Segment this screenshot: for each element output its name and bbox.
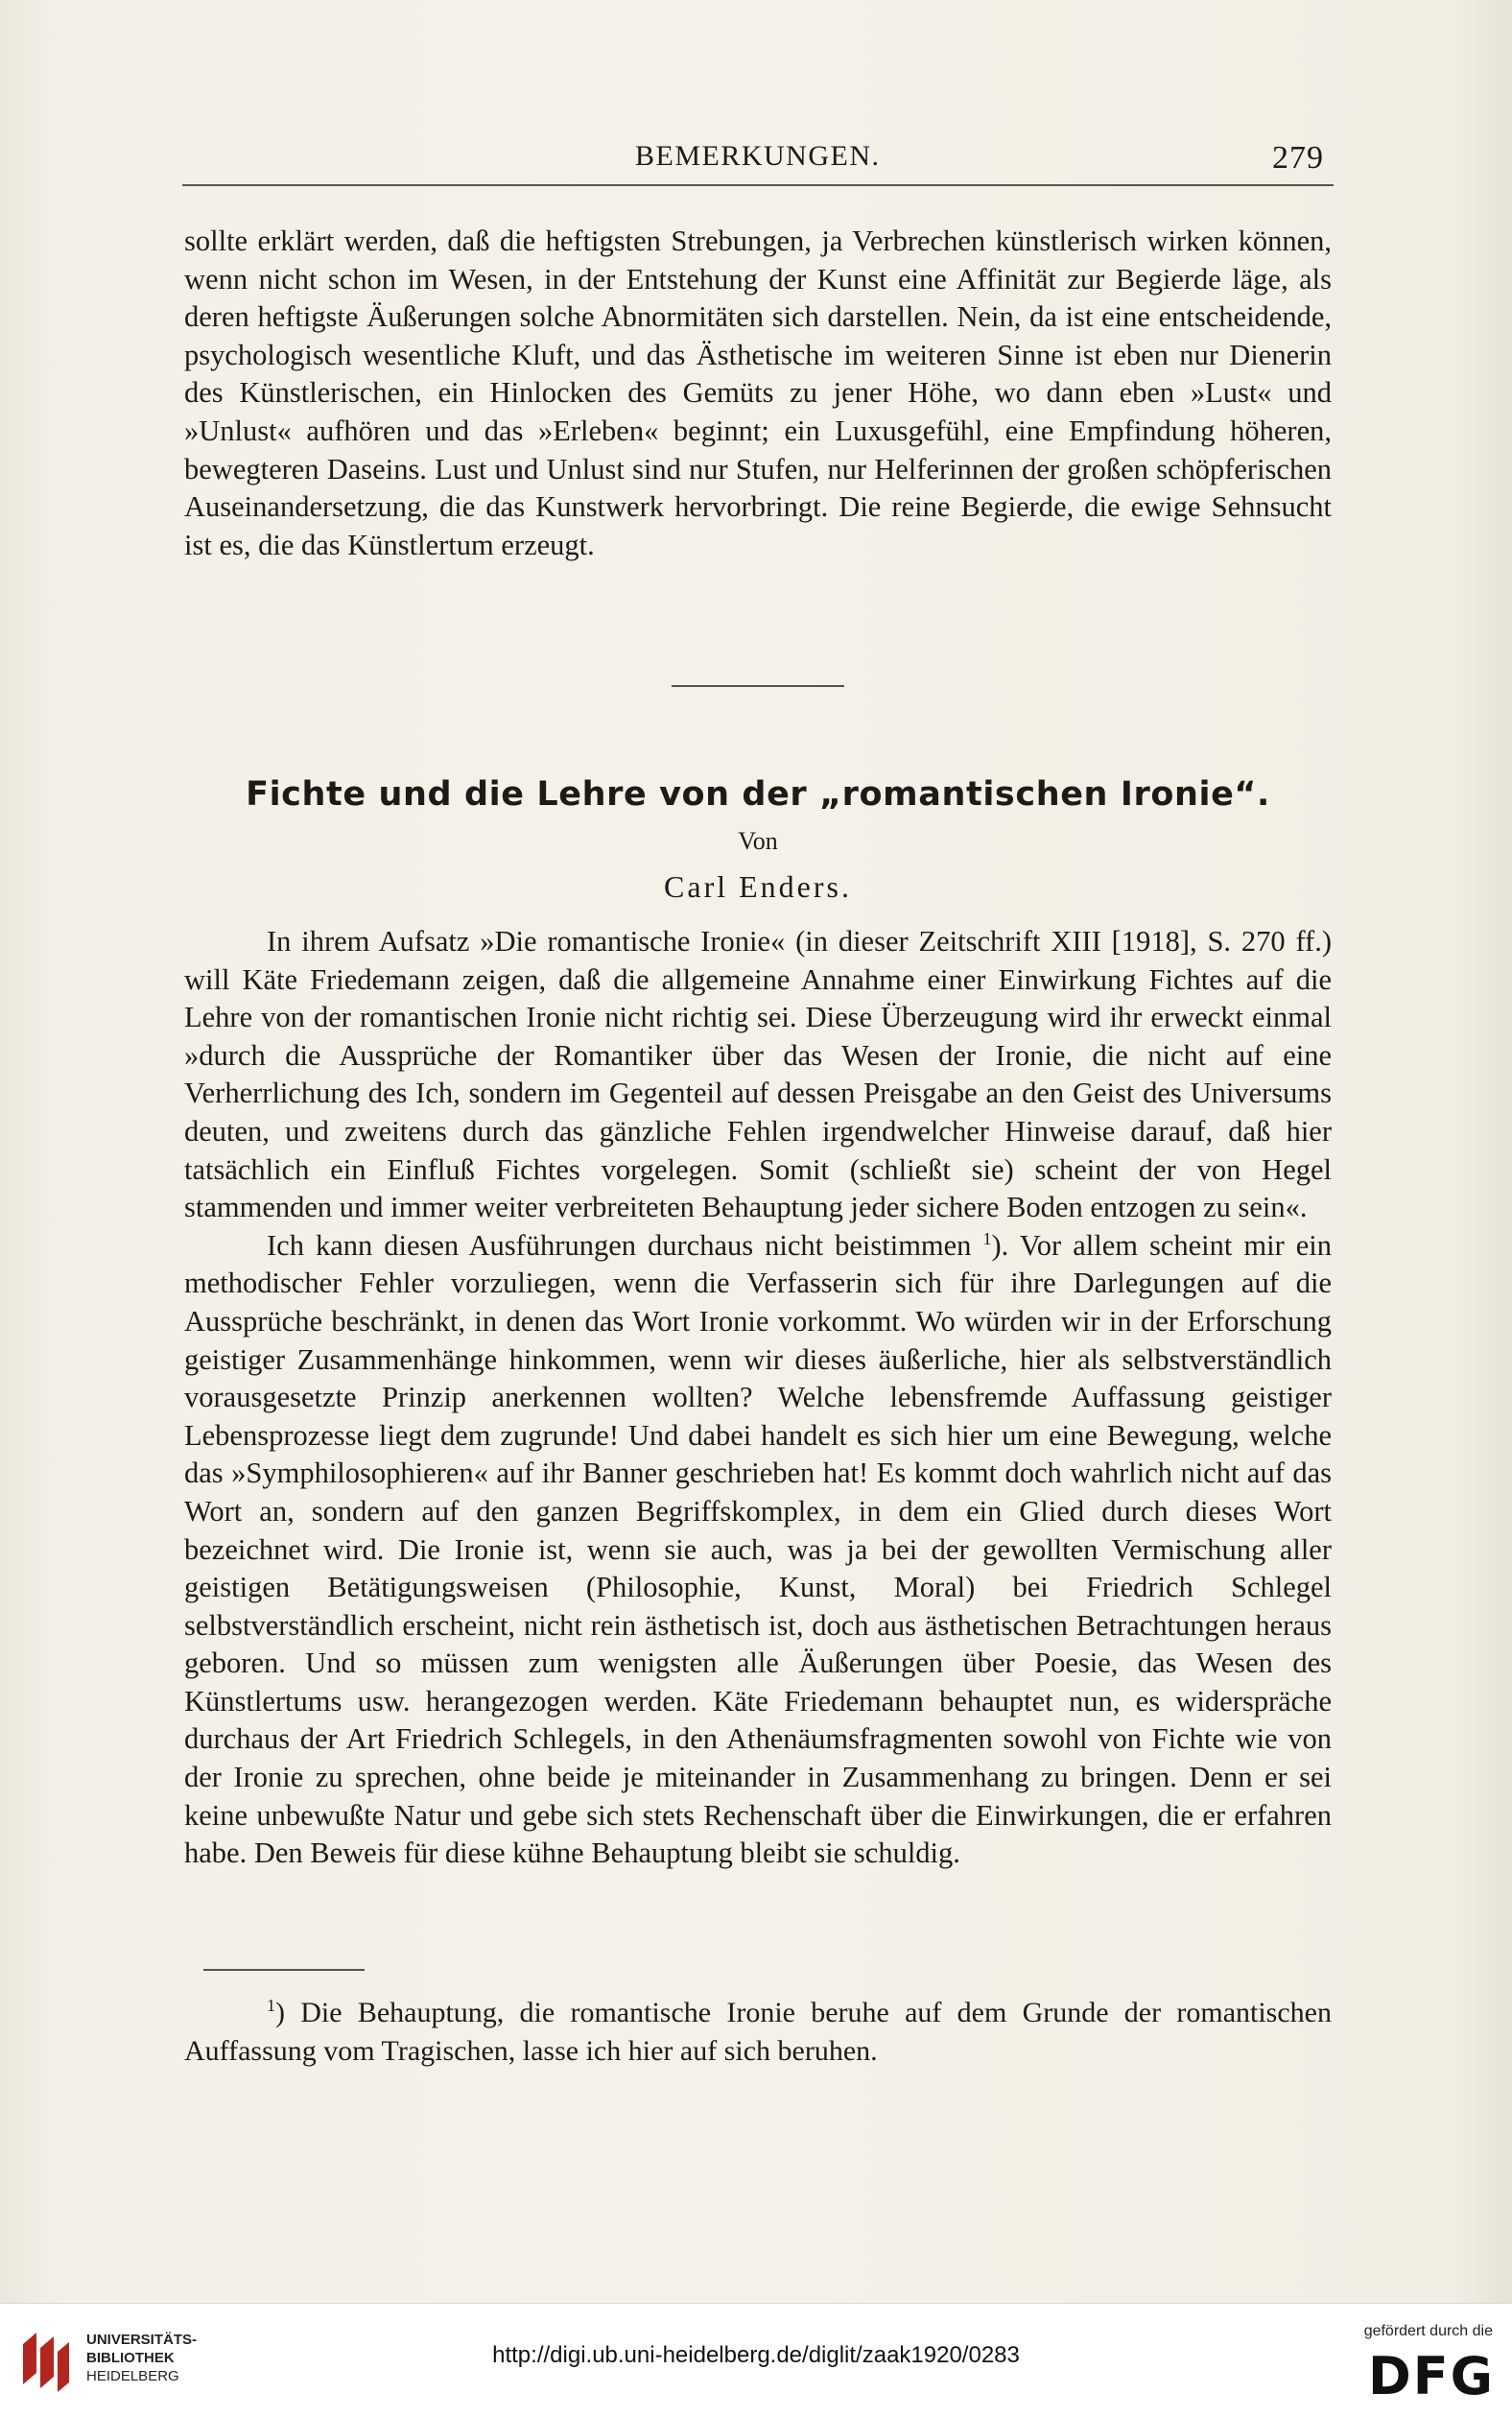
footnote — [184, 1994, 1332, 2071]
library-name-line-1: UNIVERSITÄTS- — [86, 2332, 198, 2348]
dfg-logo: DFG — [1367, 2346, 1495, 2406]
paragraph-text-after-note: ). Vor allem scheint mir ein methodischer Fehler vorzuliegen, wenn die Verfasserin sich für ihre Darlegungen auf die Aussprüche beschränkt, in denen das Wort Ironie vorkommt. Wo würden wir in der Erforschung geistiger Zusammenhänge hinkommen, wenn wir dieses äußerliche, hier als selbstverständlich vorausgesetzte Prinzip anerkennen wollten? Welche lebensfremde Auffassung geistiger Lebensprozesse liegt dem zugrunde! Und dabei handelt es sich hier um eine Bewegung, welche das »Symphilosophieren« auf ihr Banner geschrieben hat! Es kommt doch wahrlich nicht auf das Wort an, sondern auf den ganzen Begriffskomplex, in dem ein Glied durch dieses Wort bezeichnet wird. Die Ironie ist, wenn sie auch, was ja bei der gewollten Vermischung aller geistigen Betätigungsweisen (Philosophie, Kunst, Moral) bei Friedrich Schlegel selbstverständlich erscheint, nicht rein ästhetisch ist, doch aus ästhetischen Betrachtungen heraus geboren. Und so müssen zum wenigsten alle Äußerungen über Poesie, das Wesen des Künstlertums usw. herangezogen werden. Käte Friedemann behauptet nun, es widerspräche durchaus der Art Friedrich Schlegels, in den Athenäumsfragmenten sowohl von Fichte wie von der Ironie zu sprechen, ohne beide je miteinander in Zusammenhang zu bringen. Denn er sei keine unbewußte Natur und gebe sich stets Rechenschaft über die Einwirkungen, die er erfahren habe. Den Beweis für diese kühne Behauptung bleibt sie schuldig. — [184, 1228, 1332, 1870]
funded-by-label: gefördert durch die — [1363, 2323, 1493, 2339]
running-title: BEMERKUNGEN. — [635, 140, 881, 172]
library-name-line-2: BIBLIOTHEK — [86, 2350, 175, 2366]
byline-prefix: Von — [738, 827, 778, 855]
intro-paragraph-block — [184, 223, 1332, 564]
body-paragraph-1: In ihrem Aufsatz »Die romantische Ironie« (in dieser Zeitschrift XIII [1918], S. 270 ff.) will Käte Friedemann zeigen, daß die allgemeine Annahme einer Einwirkung Fichtes auf die Lehre von der romantischen Ironie nicht richtig sei. Diese Überzeugung wird ihr erweckt einmal »durch die Aussprüche der Romantiker über das Wesen der Ironie, die nicht auf eine Verherrlichung des Ich, sondern im Gegenteil auf dessen Preisgabe an den Geist des Universums deuten, und zweitens durch das gänzliche Fehlen irgendwelcher Hinweise darauf, daß hier tatsächlich ein Einfluß Fichtes vorgelegen. Somit (schließt sie) scheint der von Hegel stammenden und immer weiter verbreiteten Behauptung jeder sichere Boden entzogen zu sein«. — [184, 925, 1332, 1224]
page-number: 279 — [1272, 140, 1324, 176]
page-header — [182, 140, 1334, 188]
author-name: Carl Enders. — [664, 869, 852, 904]
section-separator — [672, 685, 844, 687]
intro-paragraph: sollte erklärt werden, daß die heftigsten Strebungen, ja Verbrechen künstlerisch wirken können, wenn nicht schon im Wesen, in der Entstehung der Kunst eine Affinität zur Begierde läge, als deren heftigste Äußerungen solche Abnormitäten sich darstellen. Nein, da ist eine entscheidende, psychologisch wesentliche Kluft, und das Ästhetische im weiteren Sinne ist eben nur Dienerin des Künstlerischen, ein Hinlocken des Gemüts zu jener Höhe, wo dann eben »Lust« und »Unlust« aufhören und das »Erleben« beginnt; ein Luxusgefühl, eine Empfindung höheren, bewegteren Daseins. Lust und Unlust sind nur Stufen, nur Helferinnen der großen schöpferischen Auseinandersetzung, die das Kunstwerk hervorbringt. Die reine Begierde, die ewige Sehnsucht ist es, die das Künstlertum erzeugt. — [184, 225, 1332, 561]
footnote-rule — [203, 1969, 365, 1971]
paragraph-text-before-note: Ich kann diesen Ausführungen durchaus nicht beistimmen — [267, 1228, 972, 1262]
article-body — [184, 923, 1332, 1873]
permalink-url[interactable]: http://digi.ub.uni-heidelberg.de/diglit/zaak1920/0283 — [492, 2342, 1020, 2368]
footnote-reference[interactable]: 1 — [982, 1228, 992, 1248]
header-rule — [182, 184, 1334, 186]
viewer-footer — [0, 2303, 1512, 2417]
footnote-mark: 1 — [267, 1996, 275, 2015]
body-paragraph-2 — [184, 1227, 1332, 1873]
footnote-text: ) Die Behauptung, die romantische Ironie beruhe auf dem Grunde der romantischen Auffassung vom Tragischen, lasse ich hier auf sich beruhen. — [184, 1997, 1332, 2067]
library-name-line-3: HEIDELBERG — [86, 2368, 179, 2384]
article-title: Fichte und die Lehre von der „romantischen Ironie“. — [246, 775, 1270, 814]
